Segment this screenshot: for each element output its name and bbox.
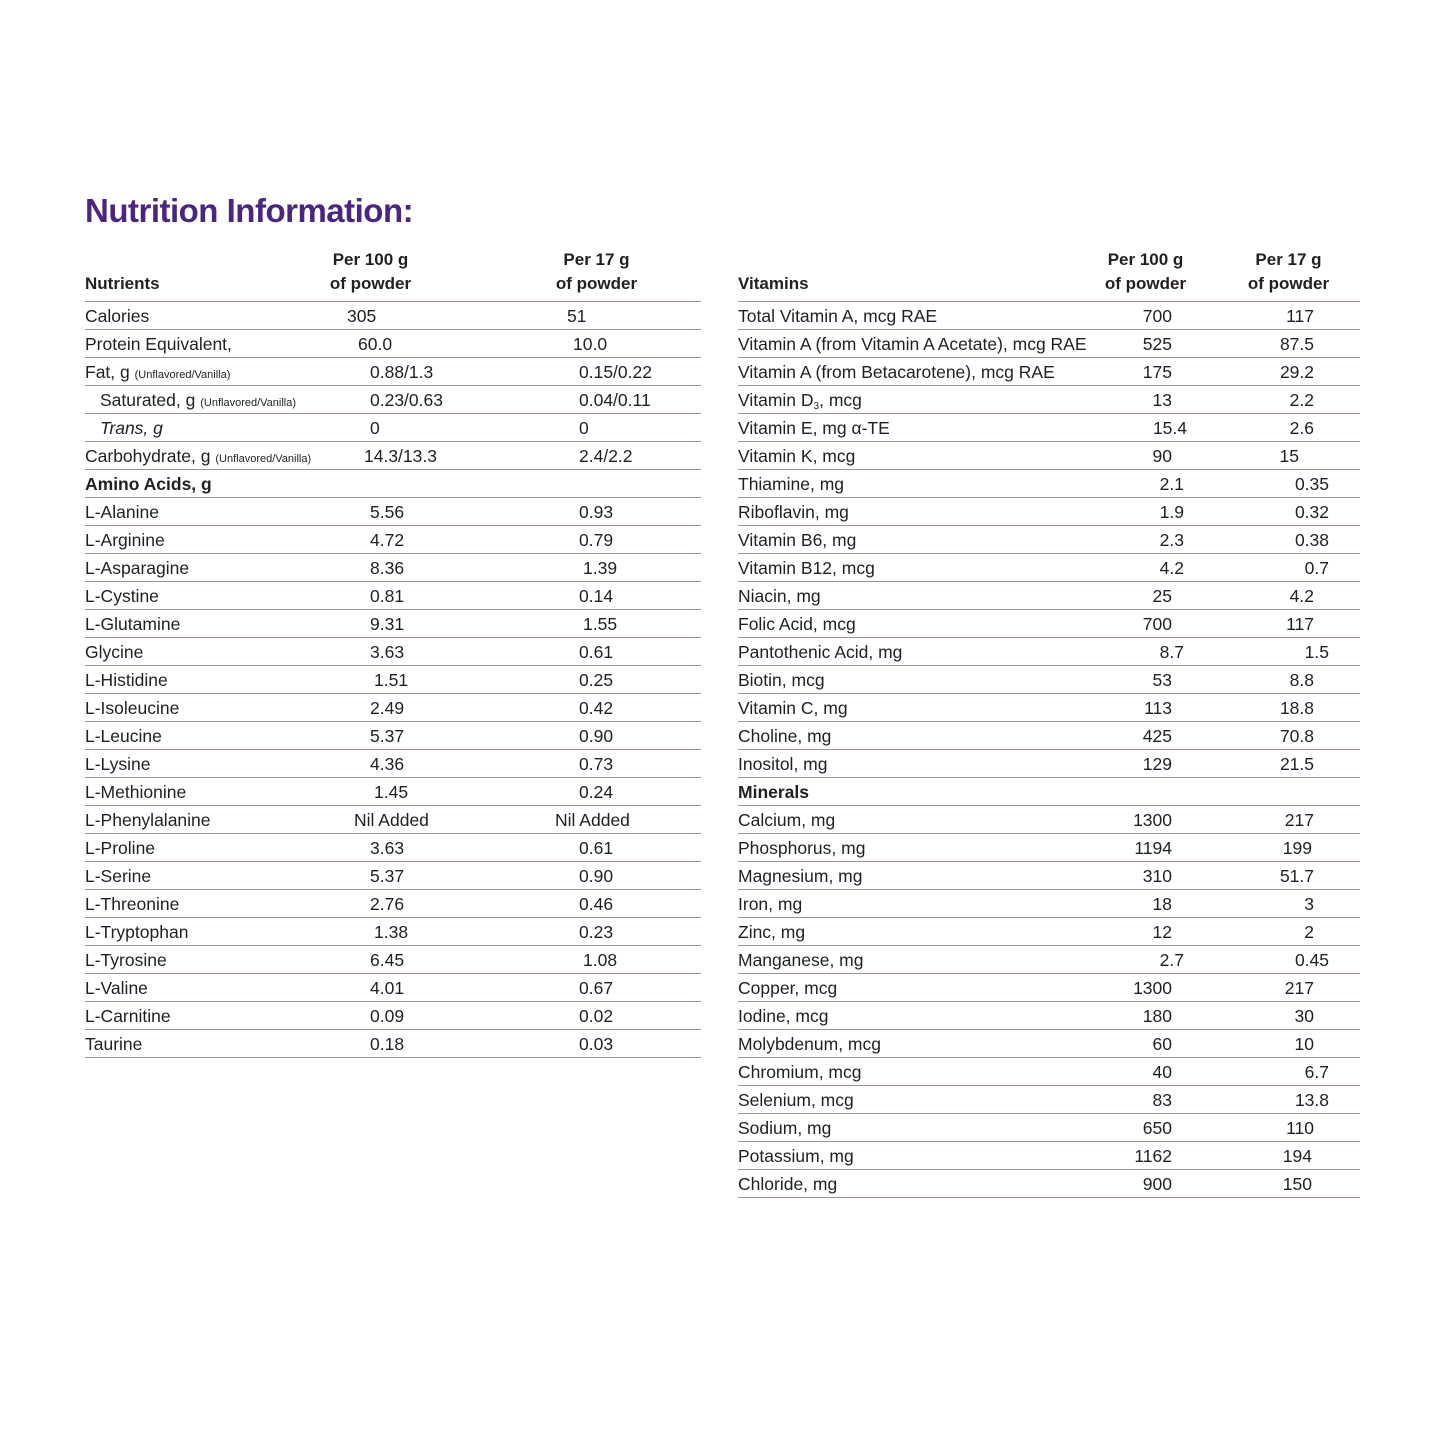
value-per-17g: 0.79 [579, 530, 614, 550]
value-per-100g: 129 [1142, 754, 1172, 774]
nutrient-name: Vitamin B12, mcg [738, 558, 875, 578]
table-row [85, 666, 701, 694]
nutrient-name: Calories [85, 306, 150, 326]
nutrients-table-header [85, 248, 701, 302]
value-per-17g: 0.38 [1294, 530, 1329, 550]
value-per-100g: 40 [1152, 1062, 1172, 1082]
table-row [738, 1058, 1360, 1086]
value-per-100g: 8.7 [1159, 642, 1184, 662]
nutrient-name: Glycine [85, 642, 144, 662]
table-row [85, 834, 701, 862]
value-per-100g: 425 [1142, 726, 1172, 746]
table-row [85, 778, 701, 806]
table-row [738, 358, 1360, 386]
table-row [738, 414, 1360, 442]
nutrient-name: Vitamin A (from Vitamin A Acetate), mcg RAE [738, 334, 1087, 354]
table-row [85, 918, 701, 946]
value-per-17g: 13.8 [1294, 1090, 1329, 1110]
nutrient-name: Iron, mg [738, 894, 803, 914]
value-per-100g: 2.49 [370, 698, 405, 718]
value-per-17g: 1.39 [583, 558, 618, 578]
value-per-100g: 5.37 [370, 726, 405, 746]
table-row [85, 1030, 701, 1058]
value-per-17g: Nil Added [555, 810, 630, 830]
value-per-100g: 18 [1152, 894, 1172, 914]
value-per-17g: 0.46 [579, 894, 614, 914]
section-heading-row [85, 470, 701, 498]
nutrient-name: Taurine [85, 1034, 143, 1054]
value-per-17g: 0.90 [579, 726, 614, 746]
table-row [738, 526, 1360, 554]
nutrient-name: Carbohydrate, g (Unflavored/Vanilla) [85, 446, 312, 466]
nutrient-name: Phosphorus, mg [738, 838, 866, 858]
value-per-17g: 117 [1286, 306, 1314, 326]
table-row [738, 1142, 1360, 1170]
value-per-100g: 83 [1152, 1090, 1172, 1110]
value-per-17g: 0.23 [579, 922, 614, 942]
value-per-17g: 0 [579, 418, 589, 438]
table-row [85, 554, 701, 582]
value-per-100g: 900 [1142, 1174, 1172, 1194]
table-row [738, 610, 1360, 638]
table-row [738, 1086, 1360, 1114]
value-per-17g: 0.24 [579, 782, 614, 802]
value-per-100g: 1300 [1133, 810, 1172, 830]
table-row [738, 330, 1360, 358]
nutrient-name: L-Threonine [85, 894, 180, 914]
table-row [85, 414, 701, 442]
table-row [85, 526, 701, 554]
value-per-100g: 13 [1152, 390, 1172, 410]
value-per-100g: 1.45 [374, 782, 409, 802]
value-per-100g: 1.51 [374, 670, 409, 690]
nutrient-name: Trans, g [100, 418, 163, 438]
value-per-100g: 4.01 [370, 978, 405, 998]
section-heading: Amino Acids, g [85, 474, 212, 494]
nutrient-name: Biotin, mcg [738, 670, 825, 690]
value-per-100g: 650 [1142, 1118, 1172, 1138]
nutrient-name: L-Tyrosine [85, 950, 167, 970]
nutrient-name: Choline, mg [738, 726, 832, 746]
value-per-100g: 4.36 [370, 754, 405, 774]
nutrient-name: L-Serine [85, 866, 152, 886]
table-row [85, 302, 701, 330]
value-per-100g: 1.38 [374, 922, 409, 942]
value-per-100g: 305 [347, 306, 377, 326]
value-per-17g: 1.08 [583, 950, 618, 970]
value-per-17g: 0.93 [579, 502, 614, 522]
table-row [738, 554, 1360, 582]
value-per-100g: 2.1 [1159, 474, 1184, 494]
value-per-100g: 3.63 [370, 642, 405, 662]
nutrient-name: Saturated, g (Unflavored/Vanilla) [100, 390, 297, 410]
value-per-17g: 0.35 [1294, 474, 1329, 494]
nutrient-name: L-Histidine [85, 670, 168, 690]
table-row [85, 330, 701, 358]
value-per-17g: 0.03 [579, 1034, 614, 1054]
vitamins-column-header: Vitamins [738, 274, 809, 293]
subscript: 3 [813, 401, 820, 412]
nutrient-name: L-Arginine [85, 530, 165, 550]
value-per-17g: 1.55 [583, 614, 618, 634]
value-per-100g: 175 [1142, 362, 1172, 382]
value-per-100g: 0.88/1.3 [370, 362, 434, 382]
nutrient-name: Calcium, mg [738, 810, 836, 830]
table-row [738, 498, 1360, 526]
table-row [85, 806, 701, 834]
value-per-17g: 0.15/0.22 [579, 362, 652, 382]
nutrient-name: Riboflavin, mg [738, 502, 849, 522]
value-per-100g: 1.9 [1159, 502, 1184, 522]
value-per-17g: 2.4/2.2 [579, 446, 633, 466]
value-per-17g: 30 [1294, 1006, 1314, 1026]
value-per-17g: 0.73 [579, 754, 614, 774]
nutrient-name: Niacin, mg [738, 586, 821, 606]
value-per-100g: 14.3/13.3 [364, 446, 437, 466]
value-per-100g: 180 [1142, 1006, 1172, 1026]
nutrient-name: Potassium, mg [738, 1146, 854, 1166]
value-per-100g: 0.09 [370, 1006, 405, 1026]
vitamins-table-header [738, 248, 1360, 302]
value-per-17g: 0.7 [1304, 558, 1329, 578]
per-100g-column-header: Per 100 g of powder [1104, 250, 1187, 293]
flavor-note: (Unflavored/Vanilla) [200, 397, 297, 409]
table-row [738, 946, 1360, 974]
nutrient-name: L-Alanine [85, 502, 159, 522]
table-row [738, 694, 1360, 722]
nutrient-name: Vitamin B6, mg [738, 530, 857, 550]
value-per-100g: 700 [1142, 306, 1172, 326]
table-row [85, 442, 701, 470]
value-per-17g: 217 [1284, 810, 1314, 830]
nutrient-name: L-Glutamine [85, 614, 181, 634]
value-per-17g: 0.61 [579, 838, 614, 858]
table-row [738, 638, 1360, 666]
value-per-100g: 8.36 [370, 558, 405, 578]
nutrient-name: L-Carnitine [85, 1006, 171, 1026]
nutrient-name: L-Phenylalanine [85, 810, 211, 830]
nutrient-name: Vitamin C, mg [738, 698, 848, 718]
value-per-100g: 12 [1152, 922, 1172, 942]
value-per-100g: 25 [1152, 586, 1172, 606]
value-per-17g: 0.45 [1294, 950, 1329, 970]
section-heading-row [738, 778, 1360, 806]
nutrient-name: L-Methionine [85, 782, 187, 802]
per-17g-column-header: Per 17 g of powder [555, 250, 638, 293]
table-row [738, 722, 1360, 750]
value-per-100g: 0.18 [370, 1034, 405, 1054]
value-per-100g: 1162 [1134, 1146, 1172, 1166]
value-per-100g: 0 [370, 418, 380, 438]
nutrient-name: Protein Equivalent, [85, 334, 232, 354]
value-per-17g: 0.67 [579, 978, 614, 998]
flavor-note: (Unflavored/Vanilla) [215, 453, 312, 465]
value-per-100g: 700 [1142, 614, 1172, 634]
per-17g-column-header: Per 17 g of powder [1247, 250, 1330, 293]
value-per-100g: 3.63 [370, 838, 405, 858]
value-per-17g: 29.2 [1279, 362, 1314, 382]
table-row [738, 666, 1360, 694]
table-row [738, 470, 1360, 498]
value-per-100g: 90 [1152, 446, 1172, 466]
vitamins-table-body [738, 302, 1360, 1198]
value-per-17g: 0.61 [579, 642, 614, 662]
table-row [85, 498, 701, 526]
nutrient-name: L-Tryptophan [85, 922, 189, 942]
nutrient-name: Molybdenum, mcg [738, 1034, 881, 1054]
nutrient-name: Vitamin $D_3$, mcg [738, 390, 862, 412]
flavor-note: (Unflavored/Vanilla) [134, 369, 231, 381]
value-per-100g: 525 [1142, 334, 1172, 354]
value-per-100g: Nil Added [354, 810, 429, 830]
table-row [738, 918, 1360, 946]
table-row [738, 1030, 1360, 1058]
table-row [85, 582, 701, 610]
value-per-17g: 21.5 [1279, 754, 1314, 774]
value-per-100g: 2.76 [370, 894, 405, 914]
nutrient-name: Vitamin K, mcg [738, 446, 856, 466]
value-per-17g: 110 [1286, 1118, 1314, 1138]
table-row [738, 862, 1360, 890]
value-per-100g: 1194 [1134, 838, 1172, 858]
value-per-17g: 51 [567, 306, 587, 326]
nutrient-name: Pantothenic Acid, mg [738, 642, 903, 662]
table-row [738, 1114, 1360, 1142]
value-per-100g: 1300 [1133, 978, 1172, 998]
value-per-17g: 117 [1286, 614, 1314, 634]
nutrients-column-header: Nutrients [85, 274, 160, 293]
value-per-100g: 0.23/0.63 [370, 390, 443, 410]
value-per-100g: 4.72 [370, 530, 405, 550]
table-row [738, 582, 1360, 610]
value-per-17g: 3 [1304, 894, 1314, 914]
nutrient-name: Zinc, mg [738, 922, 806, 942]
table-row [85, 722, 701, 750]
page-title: Nutrition Information: [85, 192, 414, 229]
table-row [738, 974, 1360, 1002]
nutrient-name: Folic Acid, mcg [738, 614, 856, 634]
value-per-100g: 60.0 [358, 334, 393, 354]
value-per-17g: 0.02 [579, 1006, 614, 1026]
nutrient-name: L-Asparagine [85, 558, 190, 578]
nutrient-name: L-Leucine [85, 726, 162, 746]
value-per-17g: 217 [1284, 978, 1314, 998]
value-per-100g: 113 [1144, 698, 1172, 718]
value-per-17g: 194 [1282, 1146, 1312, 1166]
value-per-17g: 8.8 [1289, 670, 1314, 690]
value-per-100g: 310 [1142, 866, 1172, 886]
value-per-17g: 70.8 [1279, 726, 1314, 746]
value-per-17g: 0.04/0.11 [579, 390, 651, 410]
table-row [85, 610, 701, 638]
nutrient-name: Magnesium, mg [738, 866, 863, 886]
value-per-100g: 15.4 [1152, 418, 1187, 438]
table-row [738, 302, 1360, 330]
value-per-100g: 60 [1152, 1034, 1172, 1054]
nutrient-name: Sodium, mg [738, 1118, 832, 1138]
value-per-17g: 10 [1294, 1034, 1314, 1054]
table-row [85, 694, 701, 722]
value-per-17g: 0.90 [579, 866, 614, 886]
value-per-17g: 2.6 [1289, 418, 1314, 438]
per-100g-column-header: Per 100 g of powder [329, 250, 412, 293]
nutrient-name: Total Vitamin A, mcg RAE [738, 306, 938, 326]
value-per-17g: 18.8 [1279, 698, 1314, 718]
value-per-17g: 6.7 [1304, 1062, 1329, 1082]
value-per-17g: 0.25 [579, 670, 614, 690]
value-per-17g: 0.14 [579, 586, 614, 606]
value-per-17g: 4.2 [1289, 586, 1314, 606]
table-row [738, 750, 1360, 778]
value-per-100g: 53 [1152, 670, 1172, 690]
value-per-100g: 2.7 [1159, 950, 1184, 970]
nutrients-table [85, 248, 701, 1058]
value-per-17g: 51.7 [1279, 866, 1314, 886]
value-per-17g: 2 [1304, 922, 1314, 942]
value-per-17g: 15 [1279, 446, 1299, 466]
table-row [85, 974, 701, 1002]
table-row [738, 806, 1360, 834]
table-row [85, 638, 701, 666]
vitamins-table [738, 248, 1360, 1198]
value-per-17g: 150 [1282, 1174, 1312, 1194]
value-per-100g: 6.45 [370, 950, 405, 970]
nutrient-name: L-Proline [85, 838, 156, 858]
table-row [85, 890, 701, 918]
table-row [85, 386, 701, 414]
nutrient-name: L-Lysine [85, 754, 151, 774]
value-per-17g: 2.2 [1289, 390, 1314, 410]
value-per-17g: 87.5 [1279, 334, 1314, 354]
table-row [738, 1002, 1360, 1030]
nutrient-name: Copper, mcg [738, 978, 838, 998]
table-row [85, 862, 701, 890]
table-row [85, 750, 701, 778]
nutrient-name: Inositol, mg [738, 754, 828, 774]
table-row [738, 1170, 1360, 1198]
nutrients-table-body [85, 302, 701, 1058]
nutrient-name: Vitamin E, mg α-TE [738, 418, 890, 438]
nutrient-name: Chloride, mg [738, 1174, 838, 1194]
nutrient-name: L-Valine [85, 978, 148, 998]
nutrient-name: Selenium, mcg [738, 1090, 854, 1110]
nutrient-name: Thiamine, mg [738, 474, 845, 494]
table-row [85, 1002, 701, 1030]
value-per-100g: 5.37 [370, 866, 405, 886]
value-per-17g: 199 [1282, 838, 1312, 858]
value-per-17g: 0.32 [1294, 502, 1329, 522]
nutrient-name: L-Cystine [85, 586, 159, 606]
table-row [85, 946, 701, 974]
table-row [85, 358, 701, 386]
value-per-100g: 4.2 [1159, 558, 1184, 578]
nutrient-name: Manganese, mg [738, 950, 864, 970]
value-per-17g: 10.0 [573, 334, 608, 354]
nutrient-name: Iodine, mcg [738, 1006, 829, 1026]
nutrient-name: Vitamin A (from Betacarotene), mcg RAE [738, 362, 1055, 382]
value-per-17g: 0.42 [579, 698, 614, 718]
nutrient-name: Chromium, mcg [738, 1062, 862, 1082]
value-per-17g: 1.5 [1304, 642, 1329, 662]
table-row [738, 386, 1360, 414]
nutrient-name: L-Isoleucine [85, 698, 180, 718]
value-per-100g: 5.56 [370, 502, 405, 522]
section-heading: Minerals [738, 782, 809, 802]
table-row [738, 442, 1360, 470]
value-per-100g: 2.3 [1159, 530, 1184, 550]
nutrient-name: Fat, g (Unflavored/Vanilla) [85, 362, 231, 382]
table-row [738, 834, 1360, 862]
table-row [738, 890, 1360, 918]
value-per-100g: 0.81 [370, 586, 405, 606]
value-per-100g: 9.31 [370, 614, 405, 634]
